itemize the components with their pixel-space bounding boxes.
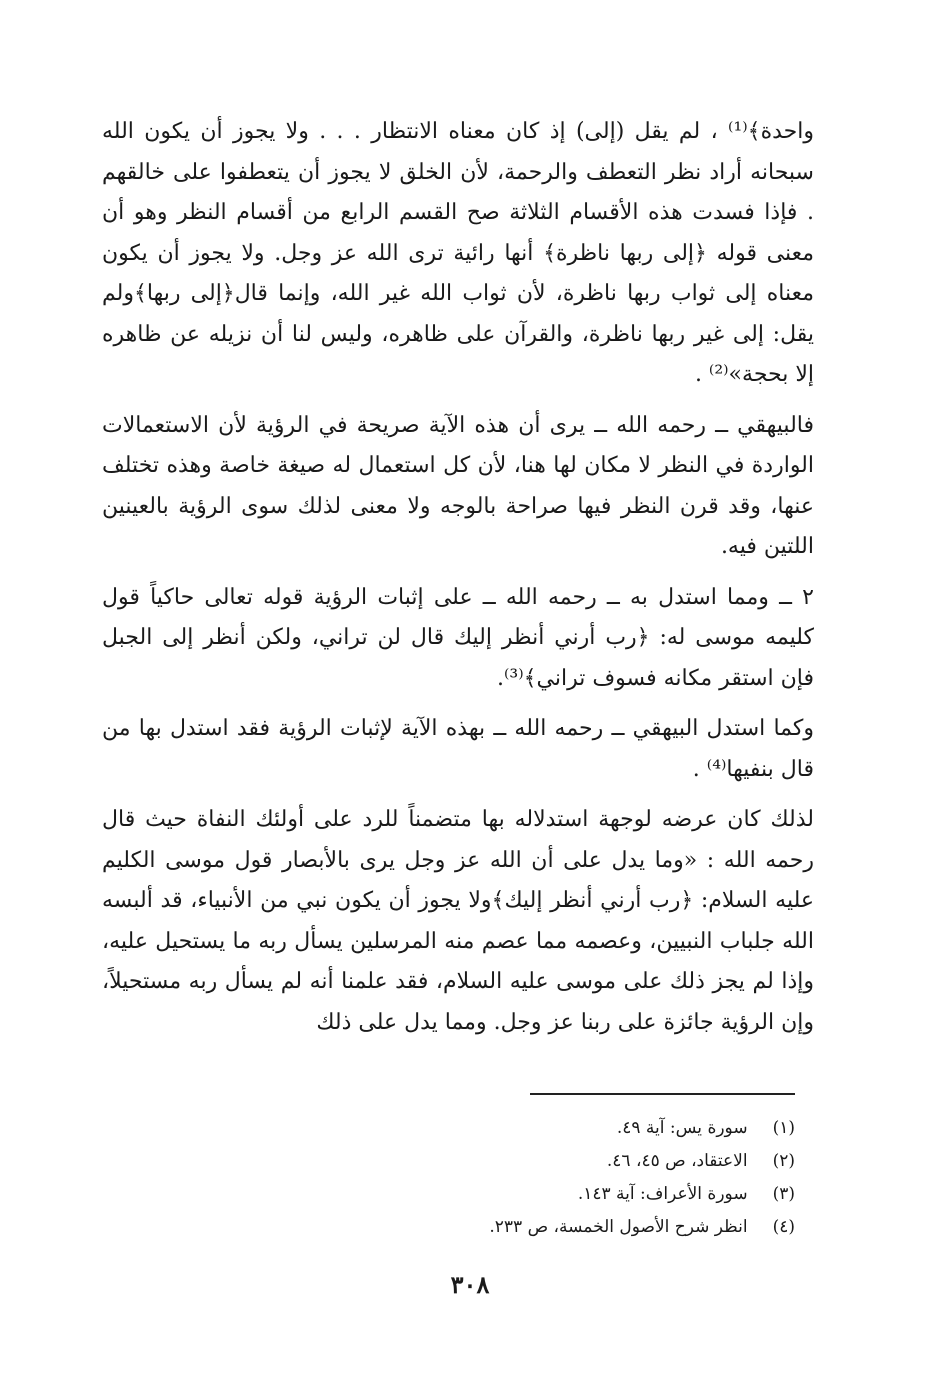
paragraph: واحدة﴾⁽¹⁾ ، لم يقل (إلى) إذ كان معناه الانتظار . . . ولا يجوز أن يكون الله سبحانه أراد نظر التعطف والرحمة، لأن الخلق لا يجوز أن يتعطفوا على خالقهم . فإذا فسدت هذه الأقسام الثلاثة صح القسم الرابع من أقسام النظر وهو أن معنى قوله ﴿إلى ربها ناظرة﴾ أنها رائية ترى الله عز وجل. ولا يجوز أن يكون معناه إلى ثواب ربها ناظرة، لأن ثواب الله غير الله، وإنما قال﴿إلى ربها﴾ولم يقل: إلى غير ربها ناظرة، والقرآن على ظاهره، وليس لنا أن نزيله عن ظاهره إلا بحجة»⁽²⁾ .	[102, 119, 814, 387]
paragraph: لذلك كان عرضه لوجهة استدلاله بها متضمناً للرد على أولئك النفاة حيث قال رحمه الله : «وما يدل على أن الله عز وجل يرى بالأبصار قول موسى الكليم عليه السلام: ﴿رب أرني أنظر إليك﴾ولا يجوز أن يكون نبي من الأنبياء، قد ألبسه الله جلباب النبيين، وعصمه مما عصم منه المرسلين يسأل ربه ما يستحيل عليه، وإذا لم يجز ذلك على موسى عليه السلام، فقد علمنا أنه لم يسأل ربه مستحيلاً، وإن الرؤية جائزة على ربنا عز وجل. ومما يدل على ذلك	[102, 807, 814, 1035]
footnote-number: (٢)	[772, 1151, 795, 1171]
footnote-item	[300, 1112, 795, 1145]
page-number: ٣٠٨	[450, 1270, 490, 1299]
footnote-text: سورة الأعراف: آية ١٤٣.	[577, 1184, 748, 1204]
footnote-text: انظر شرح الأصول الخمسة، ص ٢٣٣.	[489, 1217, 748, 1237]
footnote-number: (٣)	[772, 1184, 795, 1204]
footnote-text: الاعتقاد، ص ٤٥، ٤٦.	[606, 1151, 748, 1171]
footnote-item	[300, 1211, 795, 1244]
main-text	[102, 112, 814, 1043]
footnotes	[300, 1112, 795, 1244]
footnote-divider	[530, 1093, 795, 1095]
paragraph: وكما استدل البيهقي ــ رحمه الله ــ بهذه الآية لإثبات الرؤية فقد استدل بها من قال بنفيها⁽⁴⁾ .	[102, 716, 814, 782]
footnote-text: سورة يس: آية ٤٩.	[616, 1118, 748, 1138]
footnote-item	[300, 1178, 795, 1211]
footnote-number: (١)	[772, 1118, 795, 1138]
paragraph: فالبيهقي ــ رحمه الله ــ يرى أن هذه الآية صريحة في الرؤية لأن الاستعمالات الواردة في النظر لا مكان لها هنا، لأن كل استعمال له صيغة خاصة وهذه تختلف عنها، وقد قرن النظر فيها صراحة بالوجه ولا معنى لذلك سوى الرؤية بالعينين اللتين فيه.	[102, 412, 814, 559]
footnote-item	[300, 1145, 795, 1178]
paragraph: ٢ ــ ومما استدل به ــ رحمه الله ــ على إثبات الرؤية قوله تعالى حاكياً قول كليمه موسى له: ﴿رب أرني أنظر إليك قال لن تراني، ولكن أنظر إلى الجبل فإن استقر مكانه فسوف تراني﴾⁽³⁾.	[102, 584, 814, 691]
footnote-number: (٤)	[772, 1217, 795, 1237]
